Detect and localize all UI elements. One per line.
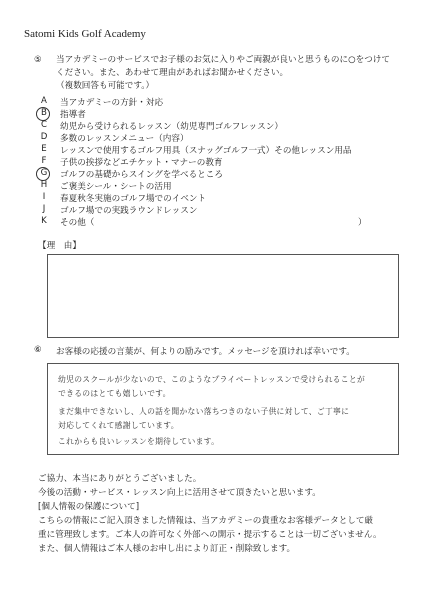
academy-title: Satomi Kids Golf Academy (24, 28, 146, 40)
question-5-line-2: ください。また、あわせて理由があればお聞かせください。 (56, 68, 289, 78)
option-k[interactable] (38, 216, 378, 230)
option-text: 幼児から受けられるレッスン（幼児専門ゴルフレッスン） (60, 122, 283, 132)
option-letter: F (41, 156, 47, 166)
question-6-text: お客様の応援の言葉が、何よりの励みです。メッセージを頂ければ幸いです。 (56, 347, 355, 357)
option-text: ゴルフ場での実践ラウンドレッスン (60, 206, 198, 216)
handwritten-line-3: まだ集中できないし、人の話を聞かない落ちつきのない子供に対して、ご丁寧に (58, 407, 350, 416)
option-letter: K (41, 216, 47, 226)
handwritten-line-1: 幼児のスクールが少ないので、このようなプライベートレッスンで受けられることが (58, 375, 366, 384)
privacy-line-1: こちらの情報にご記入頂きました情報は、当アカデミーの貴重なお客様データとして厳 (38, 516, 374, 526)
option-letter: E (41, 144, 47, 154)
question-5-number: ⑤ (34, 55, 42, 65)
option-letter: H (40, 180, 48, 190)
option-text: 子供の挨拶などエチケット・マナーの教育 (60, 158, 223, 168)
option-text: 春夏秋冬実施のゴルフ場でのイベント (60, 194, 207, 204)
reason-label: 【理 由】 (38, 241, 81, 251)
question-5-line-3: （複数回答も可能です。） (56, 81, 155, 91)
option-letter: I (42, 192, 46, 202)
handwritten-line-4: 対応してくれて感謝しています。 (58, 421, 179, 430)
option-text: 多数のレッスンメニュー（内容） (60, 134, 189, 144)
option-close-paren: ） (358, 218, 367, 228)
privacy-line-2: 重に管理致します。ご本人の許可なく外部への開示・提示することは一切ございません。 (38, 530, 382, 540)
question-6-number: ⑥ (34, 345, 42, 355)
option-text: ゴルフの基礎からスイングを学べるところ (60, 170, 223, 180)
privacy-heading: [個人情報の保護について] (38, 502, 140, 512)
option-letter: C (40, 120, 47, 130)
option-letter: J (42, 204, 46, 214)
option-text: ご褒美シール・シートの活用 (60, 182, 172, 192)
option-letter: A (41, 96, 47, 106)
privacy-line-3: また、個人情報はご本人様のお申し出により訂正・削除致します。 (38, 544, 296, 554)
thanks-line: ご協力、本当にありがとうございました。 (38, 474, 202, 484)
handwritten-line-5: これからも良いレッスンを期待しています。 (58, 437, 220, 446)
option-letter: D (40, 132, 48, 142)
handwritten-line-2: できるのはとても嬉しいです。 (58, 389, 171, 398)
option-letter: G (40, 168, 48, 178)
option-text: 指導者 (60, 110, 86, 120)
option-text: 当アカデミーの方針・対応 (60, 98, 164, 108)
option-letter: B (41, 108, 47, 118)
reason-box[interactable] (47, 254, 399, 338)
question-5-line-1: 当アカデミーのサービスでお子様のお気に入りやご両親が良いと思うものに○をつけて (56, 55, 390, 65)
message-box[interactable] (47, 363, 399, 455)
use-line: 今後の活動・サービス・レッスン向上に活用させて頂きたいと思います。 (38, 488, 321, 498)
option-text: レッスンで使用するゴルフ用具（スナッグゴルフ一式）その他レッスン用品 (60, 146, 352, 156)
option-text: その他（ (60, 218, 95, 228)
